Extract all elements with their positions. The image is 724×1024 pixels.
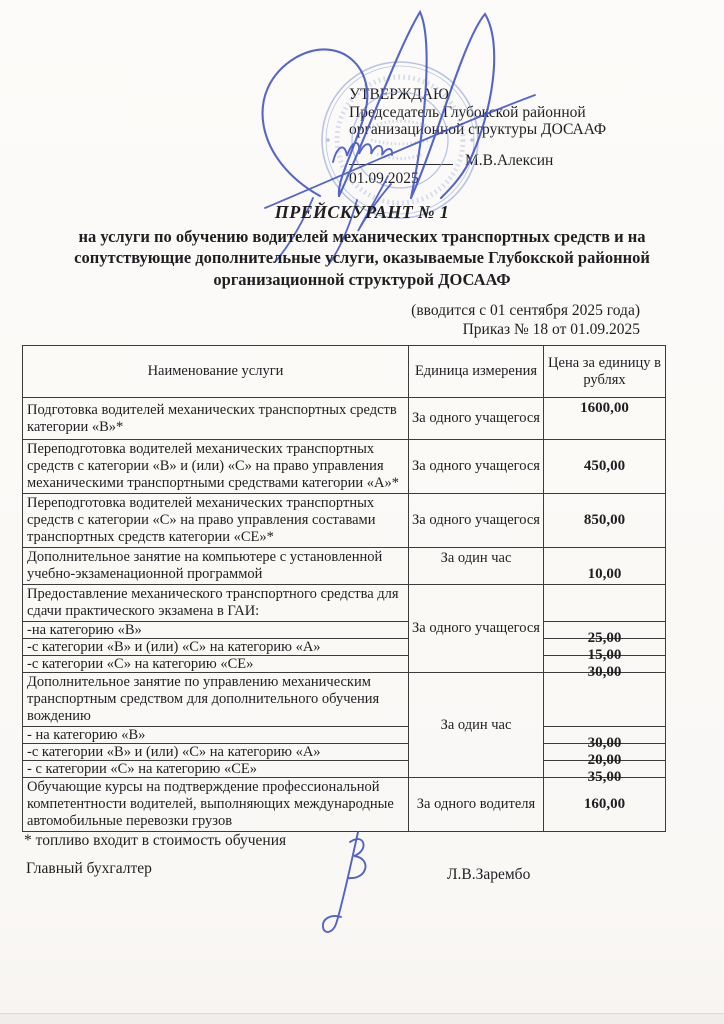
service-name-cell: Подготовка водителей механических транспортных средств категории «В»* <box>23 398 409 440</box>
col-header-service: Наименование услуги <box>23 346 409 398</box>
signature-row <box>349 150 689 170</box>
unit-cell: За одного учащегося <box>409 585 544 673</box>
order-note: Приказ № 18 от 01.09.2025 <box>462 321 640 338</box>
approval-block <box>349 86 689 188</box>
price-cell-empty <box>544 585 666 622</box>
table-row <box>23 440 666 494</box>
service-name-cell: - с категории «С» на категорию «СЕ» <box>23 761 409 778</box>
table-group-header-row <box>23 585 666 622</box>
service-name-cell: Переподготовка водителей механических транспортных средств с категории «В» и (или) «С» на право управления механическими транспортными средствами категории «А»* <box>23 440 409 494</box>
price-value: 35,00 <box>587 769 622 785</box>
service-name-cell: Обучающие курсы на подтверждение профессиональной компетентности водителей, выполняющих международные автомобильные перевозки грузов <box>23 778 409 832</box>
scan-bottom-edge <box>0 1013 724 1024</box>
price-value: 15,00 <box>587 647 622 663</box>
signer-name: М.В.Алексин <box>465 151 554 169</box>
fuel-footnote: * топливо входит в стоимость обучения <box>24 832 287 849</box>
approval-org-line1: Председатель Глубокской районной <box>349 103 586 121</box>
service-name-cell: -с категории «С» на категорию «СЕ» <box>23 656 409 673</box>
signature-line <box>349 150 453 165</box>
unit-cell: За один час <box>409 548 544 585</box>
col-header-unit: Единица измерения <box>409 346 544 398</box>
accountant-name: Л.В.Зарембо <box>447 866 531 883</box>
service-name-cell: -на категорию «В» <box>23 622 409 639</box>
approval-heading: УТВЕРЖДАЮ <box>349 86 449 103</box>
price-value: 30,00 <box>587 664 622 680</box>
price-cell: 450,00 <box>544 440 666 494</box>
accountant-label: Главный бухгалтер <box>26 860 152 877</box>
table-row <box>23 548 666 585</box>
table-row <box>23 494 666 548</box>
approval-org-line2: организационной структуры ДОСААФ <box>349 121 607 139</box>
table-subrow <box>23 727 666 744</box>
table-subrow <box>23 639 666 656</box>
price-table <box>22 345 666 832</box>
table-row <box>23 778 666 832</box>
approval-date: 01.09.2025 <box>349 170 419 188</box>
table-row <box>23 398 666 440</box>
document-subtitle: на услуги по обучению водителей механических транспортных средств и на сопутствующие дополнительные услуги, оказываемые Глубокской районной организационной структурой ДОСААФ <box>74 227 650 289</box>
table-group-header-row <box>23 673 666 727</box>
unit-cell: За один час <box>409 673 544 778</box>
unit-cell: За одного учащегося <box>409 494 544 548</box>
price-value: 30,00 <box>587 735 622 751</box>
table-header-row <box>23 346 666 398</box>
price-cell <box>544 727 666 751</box>
col-header-price: Цена за единицу в рублях <box>544 346 666 398</box>
price-cell: 850,00 <box>544 494 666 548</box>
document-title: ПРЕЙСКУРАНТ № 1 <box>274 202 450 222</box>
service-group-cell: Предоставление механического транспортного средства для сдачи практического экзамена в ГАИ: <box>23 585 409 622</box>
service-name-cell: -с категории «В» и (или) «С» на категорию «А» <box>23 639 409 656</box>
price-value: 25,00 <box>587 630 622 646</box>
price-cell: 10,00 <box>544 548 666 585</box>
table-subrow <box>23 622 666 639</box>
service-name-cell: -с категории «В» и (или) «С» на категорию «А» <box>23 744 409 761</box>
price-cell: 1600,00 <box>544 398 666 440</box>
price-cell <box>544 622 666 646</box>
unit-cell: За одного учащегося <box>409 440 544 494</box>
accountant-signature <box>300 820 390 935</box>
table-subrow <box>23 761 666 778</box>
notes-block <box>411 301 640 339</box>
service-group-cell: Дополнительное занятие по управлению механическим транспортным средством для дополнительного обучения вождению <box>23 673 409 727</box>
price-cell: 160,00 <box>544 778 666 832</box>
unit-cell: За одного водителя <box>409 778 544 832</box>
service-name-cell: Переподготовка водителей механических транспортных средств с категории «С» на право управления составами транспортных средств категории «СЕ»* <box>23 494 409 548</box>
price-value: 20,00 <box>587 752 622 768</box>
service-name-cell: - на категорию «В» <box>23 727 409 744</box>
unit-cell: За одного учащегося <box>409 398 544 440</box>
effective-date-note: (вводится с 01 сентября 2025 года) <box>411 302 640 319</box>
price-cell-empty <box>544 673 666 727</box>
table-subrow <box>23 744 666 761</box>
service-name-cell: Дополнительное занятие на компьютере с установленной учебно-экзаменационной программой <box>23 548 409 585</box>
table-subrow <box>23 656 666 673</box>
